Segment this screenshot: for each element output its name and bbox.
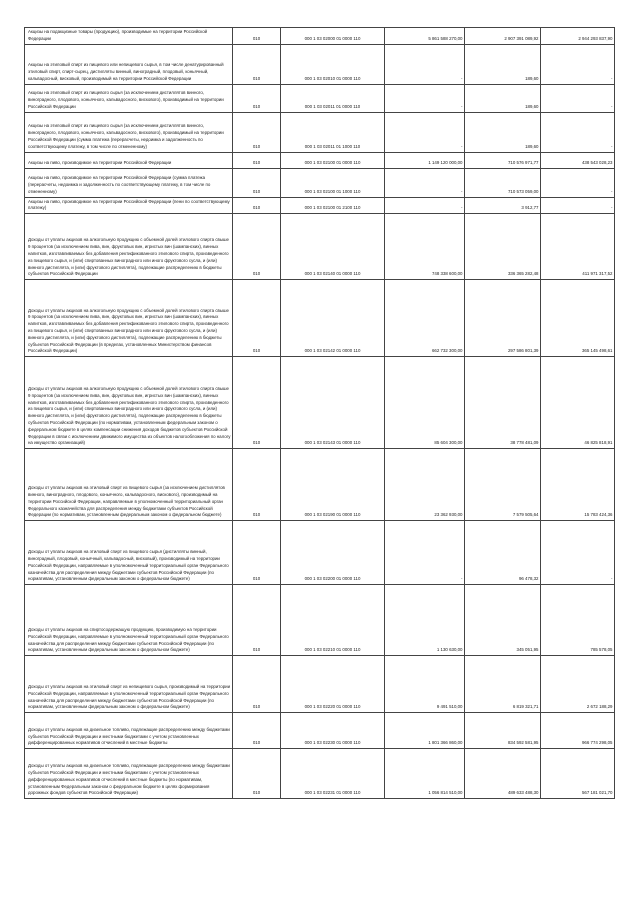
income-code-cell: 000 1 03 02010 01 0000 110 [281,44,385,84]
executed-amount-cell: 710 576 971,77 [465,152,541,168]
unexecuted-amount-cell: 411 971 317,52 [541,214,615,280]
table-row [25,84,615,112]
executed-amount-cell: 834 592 581,95 [465,713,541,749]
table-row [25,357,615,449]
income-name-cell: Акцизы на этиловый спирт из пищевого сырья (за исключением дистиллятов винного, виноградного, плодового, коньячного, кальвадосного, вискового), производимый на территории Российской Федерации (сумма платежа (перерасчеты, недоимка и задолженность по соответствующему платежу, в том числе по отмененному) [25,112,233,152]
table-row [25,449,615,521]
income-code-cell: 000 1 03 02000 01 0000 110 [281,28,385,45]
line-code-cell: 010 [233,152,281,168]
table-row [25,214,615,280]
income-name-cell: Акцизы на этиловый спирт из пищевого или непищевого сырья, в том числе денатурированный этиловый спирт, спирт-сырец, дистилляты винный, виноградный, плодовый, коньячный, кальвадосный, висковый, производимый на территории Российской Федерации [25,44,233,84]
approved-amount-cell: - [385,168,465,197]
line-code-cell: 010 [233,585,281,656]
unexecuted-amount-cell: 966 774 298,05 [541,713,615,749]
approved-amount-cell: 23 362 930,00 [385,449,465,521]
approved-amount-cell: - [385,197,465,214]
unexecuted-amount-cell: - [541,44,615,84]
unexecuted-amount-cell: 438 543 028,23 [541,152,615,168]
executed-amount-cell: 189,60 [465,44,541,84]
income-code-cell: 000 1 03 02220 01 0000 110 [281,656,385,713]
line-code-cell: 010 [233,280,281,357]
table-row [25,152,615,168]
executed-amount-cell: 7 579 505,64 [465,449,541,521]
line-code-cell: 010 [233,521,281,585]
income-name-cell: Акцизы на этиловый спирт из пищевого сырья (за исключением дистиллятов винного, виноградного, плодового, коньячного, кальвадосного, вискового), производимый на территории Российской Федерации [25,84,233,112]
income-name-cell: Доходы от уплаты акцизов на этиловый спирт из непищевого сырья, производимый на территории Российской Федерации, направляемые в уполномоченный территориальный орган Федерального казначейства для распределения между бюджетами субъектов Российской Федерации (по нормативам, установленным федеральным законом о федеральном бюджете) [25,656,233,713]
approved-amount-cell: - [385,521,465,585]
income-name-cell: Доходы от уплаты акцизов на этиловый спирт из пищевого сырья (дистилляты винный, виноградный, плодовый, коньячный, кальвадосный, висковый), производимый на территории Российской Федерации, направляемые в уполномоченный территориальный орган Федерального казначейства для распределения между бюджетами субъектов Российской Федерации (по нормативам, установленным федеральным законом о федеральном бюджете) [25,521,233,585]
line-code-cell: 010 [233,197,281,214]
income-code-cell: 000 1 03 02011 01 0000 110 [281,84,385,112]
approved-amount-cell: 1 130 630,00 [385,585,465,656]
income-name-cell: Доходы от уплаты акцизов на алкогольную продукцию с объемной долей этилового спирта свыше 9 процентов (за исключением пива, вин, фруктовых вин, игристых вин (шампанских), винных напитков, изготавливаемых без добавления ректификованного этилового спирта, произведенного из пищевого сырья, и (или) спиртованных виноградного или иного фруктового сусла, и (или) винного дистиллята, и (или) фруктового дистиллята), подлежащие распределению в бюджеты субъектов Российской Федерации (по нормативам, установленным федеральным законом о федеральном бюджете в целях компенсации снижения доходов бюджетов субъектов Российской Федерации в связи с исключением движимого имущества из объектов налогообложения по налогу на имущество организаций) [25,357,233,449]
line-code-cell: 010 [233,168,281,197]
income-code-cell: 000 1 03 02142 01 0000 110 [281,280,385,357]
table-row [25,168,615,197]
executed-amount-cell: 336 365 282,48 [465,214,541,280]
approved-amount-cell: - [385,84,465,112]
income-name-cell: Доходы от уплаты акцизов на алкогольную продукцию с объемной долей этилового спирта свыше 9 процентов (за исключением пива, вин, фруктовых вин, игристых вин (шампанских), винных напитков, изготавливаемых без добавления ректификованного этилового спирта, произведенного из пищевого сырья, и (или) спиртованных виноградного или иного фруктового сусла, и (или) винного дистиллята, и (или) фруктового дистиллята), подлежащие распределению в бюджеты субъектов Российской Федерации [25,214,233,280]
line-code-cell: 010 [233,713,281,749]
income-code-cell: 000 1 03 02143 01 0000 110 [281,357,385,449]
approved-amount-cell: 1 801 366 860,00 [385,713,465,749]
executed-amount-cell: 96 478,32 [465,521,541,585]
income-code-cell: 000 1 03 02140 01 0000 110 [281,214,385,280]
executed-amount-cell: 6 819 321,71 [465,656,541,713]
line-code-cell: 010 [233,84,281,112]
approved-amount-cell: 1 149 120 000,00 [385,152,465,168]
income-code-cell: 000 1 03 02200 01 0000 110 [281,521,385,585]
line-code-cell: 010 [233,749,281,799]
income-code-cell: 000 1 03 02230 01 0000 110 [281,713,385,749]
income-name-cell: Доходы от уплаты акцизов на алкогольную продукцию с объемной долей этилового спирта свыше 9 процентов (за исключением пива, вин, фруктовых вин, игристых вин (шампанских), винных напитков, изготавливаемых без добавления ректификованного этилового спирта, произведенного из пищевого сырья, и (или) спиртованных виноградного или иного фруктового сусла, и (или) винного дистиллята, и (или) фруктового дистиллята), подлежащие распределению в бюджеты субъектов Российской Федерации (в пределах, установленных Министерством финансов Российской Федерации) [25,280,233,357]
line-code-cell: 010 [233,44,281,84]
income-name-cell: Доходы от уплаты акцизов на дизельное топливо, подлежащие распределению между бюджетами субъектов Российской Федерации и местными бюджетами с учетом установленных дифференцированных нормативов отчислений в местные бюджеты (по нормативам, установленным Федеральным законом о федеральном бюджете в целях формирования дорожных фондов субъектов Российской Федерации) [25,749,233,799]
executed-amount-cell: 297 586 801,39 [465,280,541,357]
executed-amount-cell: 38 778 481,09 [465,357,541,449]
line-code-cell: 010 [233,112,281,152]
line-code-cell: 010 [233,214,281,280]
table-row [25,197,615,214]
unexecuted-amount-cell: - [541,197,615,214]
income-code-cell: 000 1 03 02011 01 1000 110 [281,112,385,152]
income-name-cell: Акцизы на пиво, производимое на территории Российской Федерации (сумма платежа (перерасчеты, недоимка и задолженность по соответствующему платежу, в том числе по отмененному) [25,168,233,197]
table-row [25,521,615,585]
approved-amount-cell: - [385,44,465,84]
approved-amount-cell: - [385,112,465,152]
income-name-cell: Доходы от уплаты акцизов на дизельное топливо, подлежащие распределению между бюджетами субъектов Российской Федерации и местными бюджетами с учетом установленных дифференцированных нормативов отчислений в местные бюджеты [25,713,233,749]
unexecuted-amount-cell: 46 825 818,91 [541,357,615,449]
income-table-body [25,28,615,799]
unexecuted-amount-cell: 2 944 293 837,90 [541,28,615,45]
unexecuted-amount-cell: - [541,112,615,152]
executed-amount-cell: 189,60 [465,84,541,112]
income-code-cell: 000 1 03 02210 01 0000 110 [281,585,385,656]
table-row [25,585,615,656]
table-row [25,28,615,45]
unexecuted-amount-cell: - [541,521,615,585]
table-row [25,44,615,84]
income-code-cell: 000 1 03 02100 01 1000 110 [281,168,385,197]
table-row [25,112,615,152]
income-name-cell: Доходы от уплаты акцизов на этиловый спирт из пищевого сырья (за исключением дистиллятов винного, виноградного, плодового, коньячного, кальвадосного, вискового), производимый на территории Российской Федерации, направляемые в уполномоченный территориальный орган Федерального казначейства для распределения между бюджетами субъектов Российской Федерации (по нормативам, установленным федеральным законом о федеральном бюджете) [25,449,233,521]
income-name-cell: Доходы от уплаты акцизов на спиртосодержащую продукцию, производимую на территории Российской Федерации, направляемые в уполномоченный территориальный орган Федерального казначейства для распределения между бюджетами субъектов Российской Федерации (по нормативам, установленным федеральным законом о федеральном бюджете) [25,585,233,656]
income-code-cell: 000 1 03 02190 01 0000 110 [281,449,385,521]
unexecuted-amount-cell: - [541,168,615,197]
unexecuted-amount-cell: 2 672 188,29 [541,656,615,713]
unexecuted-amount-cell: 365 145 498,61 [541,280,615,357]
approved-amount-cell: 9 491 510,00 [385,656,465,713]
executed-amount-cell: 3 912,77 [465,197,541,214]
executed-amount-cell: 189,60 [465,112,541,152]
income-table [24,27,615,799]
table-row [25,749,615,799]
approved-amount-cell: 85 604 300,00 [385,357,465,449]
income-name-cell: Акцизы на пиво, производимое на территории Российской Федерации (пени по соответствующему платежу) [25,197,233,214]
line-code-cell: 010 [233,357,281,449]
approved-amount-cell: 748 338 600,00 [385,214,465,280]
line-code-cell: 010 [233,28,281,45]
table-row [25,280,615,357]
unexecuted-amount-cell: 785 578,05 [541,585,615,656]
executed-amount-cell: 2 907 391 089,92 [465,28,541,45]
line-code-cell: 010 [233,449,281,521]
executed-amount-cell: 710 573 059,00 [465,168,541,197]
table-row [25,713,615,749]
income-code-cell: 000 1 03 02100 01 0000 110 [281,152,385,168]
unexecuted-amount-cell: - [541,84,615,112]
table-row [25,656,615,713]
approved-amount-cell: 1 056 814 510,00 [385,749,465,799]
income-code-cell: 000 1 03 02231 01 0000 110 [281,749,385,799]
income-name-cell: Акцизы на пиво, производимое на территории Российской Федерации [25,152,233,168]
unexecuted-amount-cell: 567 181 021,70 [541,749,615,799]
approved-amount-cell: 662 732 300,00 [385,280,465,357]
unexecuted-amount-cell: 15 783 424,36 [541,449,615,521]
executed-amount-cell: 489 633 488,30 [465,749,541,799]
income-code-cell: 000 1 03 02100 01 2100 110 [281,197,385,214]
executed-amount-cell: 345 051,95 [465,585,541,656]
approved-amount-cell: 5 861 588 270,00 [385,28,465,45]
line-code-cell: 010 [233,656,281,713]
income-name-cell: Акцизы на подакцизные товары (продукцию), производимые на территории Российской Федерации [25,28,233,45]
